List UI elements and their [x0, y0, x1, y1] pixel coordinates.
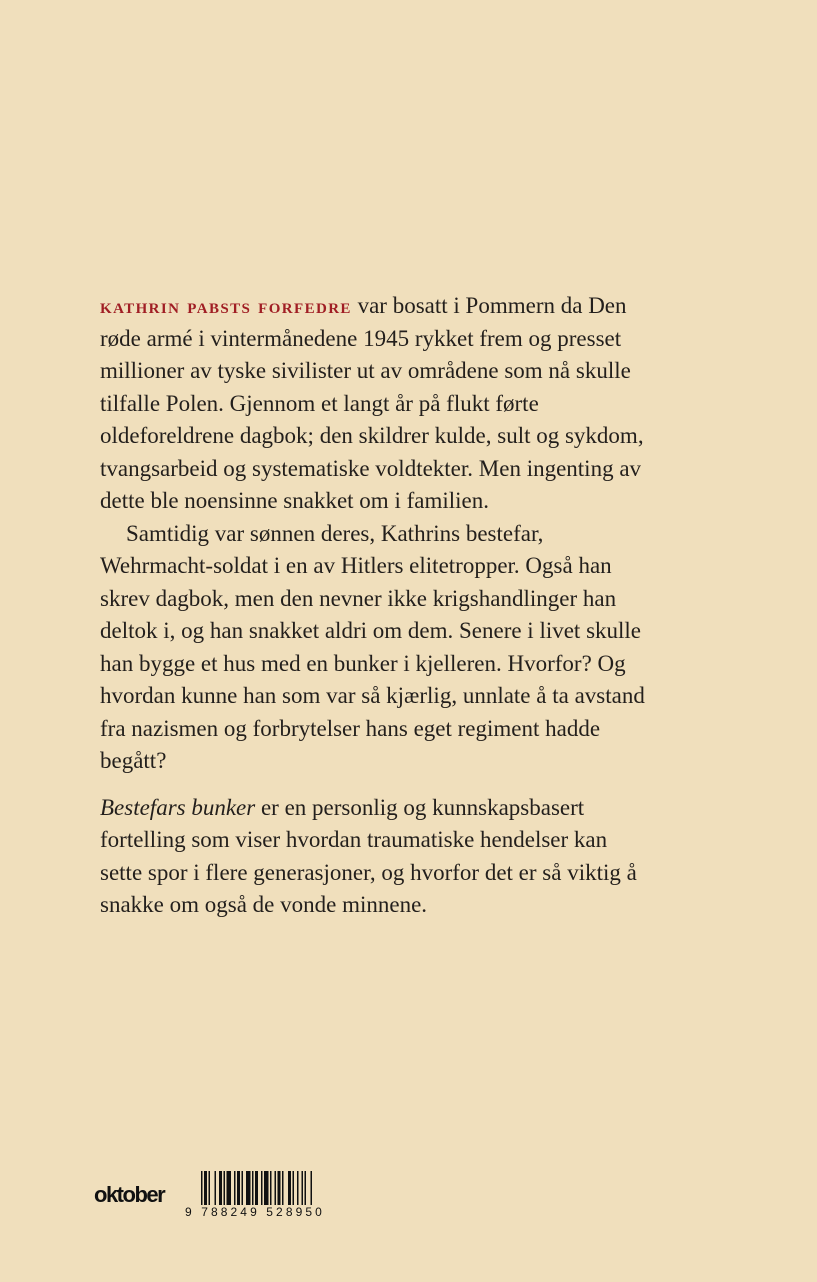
barcode — [183, 1171, 358, 1218]
isbn-digits: 9 788249 528950 — [183, 1205, 355, 1219]
barcode-bar — [297, 1171, 299, 1207]
publisher-logo: oktober — [94, 1182, 165, 1207]
barcode-bar — [264, 1171, 269, 1207]
barcode-bar — [252, 1171, 254, 1207]
blurb-text — [100, 290, 652, 922]
barcode-bar — [293, 1171, 295, 1207]
barcode-bar — [234, 1171, 236, 1207]
barcode-bar — [261, 1171, 263, 1207]
barcode-bar — [305, 1171, 307, 1207]
blurb-paragraph-3 — [100, 792, 652, 922]
barcode-bar — [227, 1171, 232, 1207]
barcode-bar — [246, 1171, 251, 1207]
barcode-bar — [242, 1171, 244, 1207]
barcode-bar — [201, 1171, 203, 1207]
barcode-bar — [288, 1171, 291, 1207]
paragraph-3-text: er en personlig og kunnskapsbasert fortelling som viser hvordan traumatiske hendelser kan sette spor i flere generasjoner, og hvorfor det er så viktig å snakke om også de vonde minnene. — [100, 794, 637, 917]
barcode-bars — [183, 1171, 355, 1207]
barcode-bar — [204, 1171, 207, 1207]
barcode-bar — [282, 1171, 284, 1207]
barcode-bar — [270, 1171, 272, 1207]
lead-small-caps: kathrin pabsts forfedre — [100, 293, 352, 318]
barcode-bar — [209, 1171, 211, 1207]
barcode-bar — [275, 1171, 277, 1207]
barcode-bar — [255, 1171, 258, 1207]
book-title: Bestefars bunker — [100, 794, 256, 820]
barcode-bar — [311, 1171, 313, 1207]
barcode-bar — [237, 1171, 240, 1207]
barcode-bar — [278, 1171, 281, 1207]
barcode-bar — [224, 1171, 226, 1207]
blurb-paragraph-2: Samtidig var sønnen deres, Kathrins bestefar, Wehrmacht-soldat i en av Hitlers elitetropper. Også han skrev dagbok, men den nevner ikke krigshandlinger han deltok i, og han snakket aldri om dem. Senere i livet skulle han bygge et hus med en bunker i kjelleren. Hvorfor? Og hvordan kunne han som var så kjærlig, unnlate å ta avstand fra nazismen og forbrytelser hans eget regiment hadde begått? — [100, 520, 645, 773]
barcode-bar — [219, 1171, 222, 1207]
paragraph-1-text: var bosatt i Pommern da Den røde armé i vintermånedene 1945 rykket frem og presset millioner av tyske sivilister ut av områdene som nå skulle tilfalle Polen. Gjennom et langt år på flukt førte oldeforeldrene dagbok; den skildrer kulde, sult og sykdom, tvangsarbeid og systematiske voldtekter. Men ingenting av dette ble noensinne snakket om i familien. — [100, 293, 644, 513]
barcode-bar — [215, 1171, 217, 1207]
blurb-paragraph-1 — [100, 290, 652, 518]
barcode-bar — [302, 1171, 304, 1207]
